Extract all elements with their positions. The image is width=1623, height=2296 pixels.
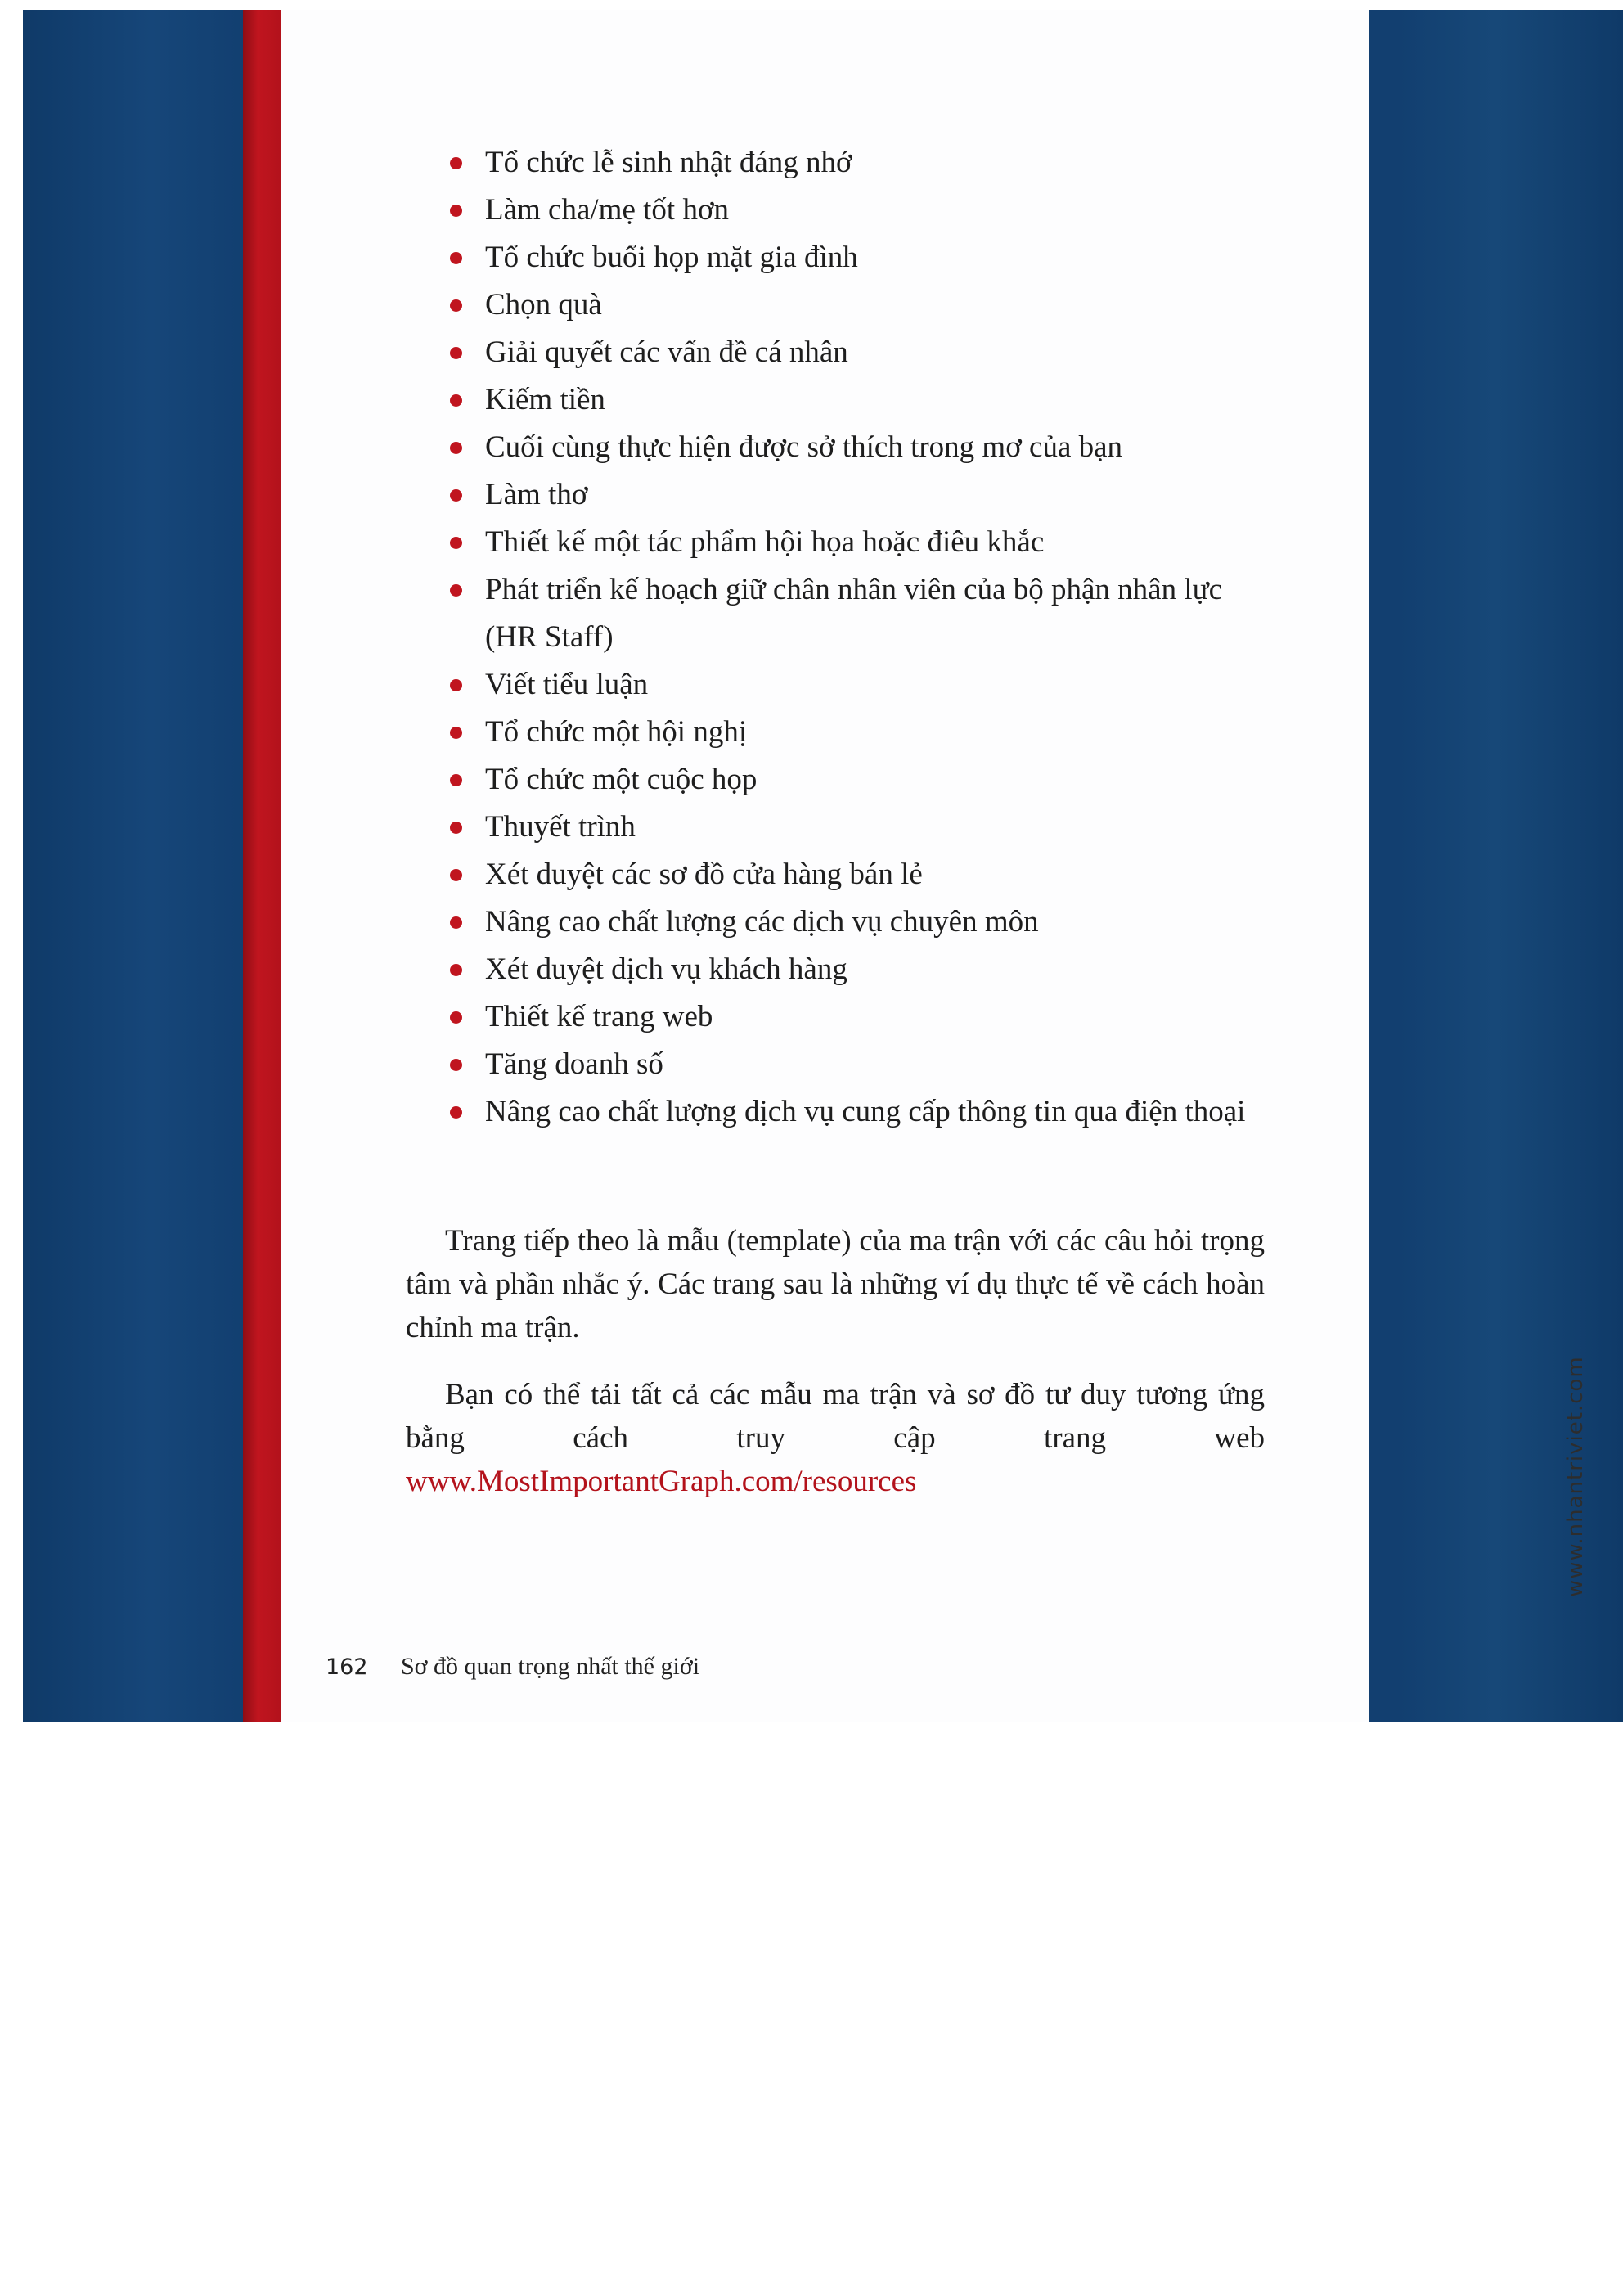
list-item — [448, 424, 1266, 471]
bullet-icon — [450, 205, 462, 217]
bullet-icon — [450, 869, 462, 881]
list-item — [448, 376, 1266, 424]
list-item — [448, 756, 1266, 804]
list-item-text: Thuyết trình — [485, 810, 636, 844]
bullet-icon — [450, 774, 462, 786]
list-item-text: Nâng cao chất lượng các dịch vụ chuyên môn — [485, 905, 1039, 939]
list-item-text: Phát triển kế hoạch giữ chân nhân viên của bộ phận nhân lực (HR Staff) — [485, 573, 1223, 654]
list-item-text: Chọn quà — [485, 288, 602, 322]
list-item — [448, 1088, 1266, 1136]
list-item — [448, 804, 1266, 851]
paragraph-text: Bạn có thể tải tất cả các mẫu ma trận và sơ đồ tư duy tương ứng bằng cách truy cập trang web — [406, 1378, 1265, 1455]
bullet-icon — [450, 252, 462, 264]
list-item-text: Tổ chức một cuộc họp — [485, 763, 758, 796]
list-item-text: Xét duyệt các sơ đồ cửa hàng bán lẻ — [485, 858, 923, 891]
bullet-icon — [450, 442, 462, 454]
list-item — [448, 1041, 1266, 1088]
running-footer-title: Sơ đồ quan trọng nhất thế giới — [401, 1653, 700, 1680]
list-item — [448, 139, 1266, 187]
list-item — [448, 993, 1266, 1041]
list-item-text: Tổ chức buổi họp mặt gia đình — [485, 241, 858, 274]
bullet-list — [448, 139, 1266, 1136]
bullet-icon — [450, 347, 462, 359]
bullet-icon — [450, 157, 462, 169]
list-item — [448, 329, 1266, 376]
bullet-icon — [450, 727, 462, 739]
list-item-text: Thiết kế trang web — [485, 1000, 713, 1033]
bullet-icon — [450, 1011, 462, 1024]
bullet-icon — [450, 822, 462, 834]
red-spine-bar — [243, 10, 281, 1722]
list-item — [448, 471, 1266, 519]
side-watermark-url: www.nhantriviet.com — [1563, 1356, 1588, 1597]
bullet-icon — [450, 1059, 462, 1071]
list-item — [448, 281, 1266, 329]
list-item-text: Tổ chức lễ sinh nhật đáng nhớ — [485, 146, 852, 179]
list-item-text: Viết tiểu luận — [485, 668, 649, 701]
bullet-icon — [450, 964, 462, 976]
bullet-icon — [450, 394, 462, 407]
bullet-icon — [450, 679, 462, 691]
list-item-text: Tăng doanh số — [485, 1047, 663, 1081]
list-item-text: Thiết kế một tác phẩm hội họa hoặc điêu khắc — [485, 525, 1045, 559]
list-item — [448, 709, 1266, 756]
list-item-text: Giải quyết các vấn đề cá nhân — [485, 335, 848, 369]
resources-link[interactable]: www.MostImportantGraph.com/resources — [406, 1465, 917, 1498]
body-paragraph — [406, 1373, 1265, 1503]
list-item — [448, 234, 1266, 281]
bullet-icon — [450, 584, 462, 597]
bullet-icon — [450, 299, 462, 312]
list-item-text: Làm cha/mẹ tốt hơn — [485, 193, 730, 227]
list-item-text: Nâng cao chất lượng dịch vụ cung cấp thông tin qua điện thoại — [485, 1095, 1246, 1128]
list-item — [448, 898, 1266, 946]
list-item-text: Tổ chức một hội nghị — [485, 715, 748, 749]
bullet-icon — [450, 537, 462, 549]
list-item-text: Kiếm tiền — [485, 383, 605, 416]
body-paragraph: Trang tiếp theo là mẫu (template) của ma trận với các câu hỏi trọng tâm và phần nhắc ý. Các trang sau là những ví dụ thực tế về cách hoàn chỉnh ma trận. — [406, 1224, 1265, 1344]
list-item — [448, 851, 1266, 898]
bullet-icon — [450, 1106, 462, 1119]
list-item-text: Cuối cùng thực hiện được sở thích trong mơ của bạn — [485, 430, 1123, 464]
bullet-icon — [450, 916, 462, 929]
bullet-icon — [450, 489, 462, 502]
book-page — [281, 10, 1588, 1722]
page-number: 162 — [326, 1654, 368, 1680]
list-item — [448, 661, 1266, 709]
list-item-text: Xét duyệt dịch vụ khách hàng — [485, 952, 847, 986]
list-item-text: Làm thơ — [485, 478, 588, 511]
list-item — [448, 187, 1266, 234]
list-item — [448, 946, 1266, 993]
list-item — [448, 519, 1266, 566]
list-item — [448, 566, 1266, 661]
